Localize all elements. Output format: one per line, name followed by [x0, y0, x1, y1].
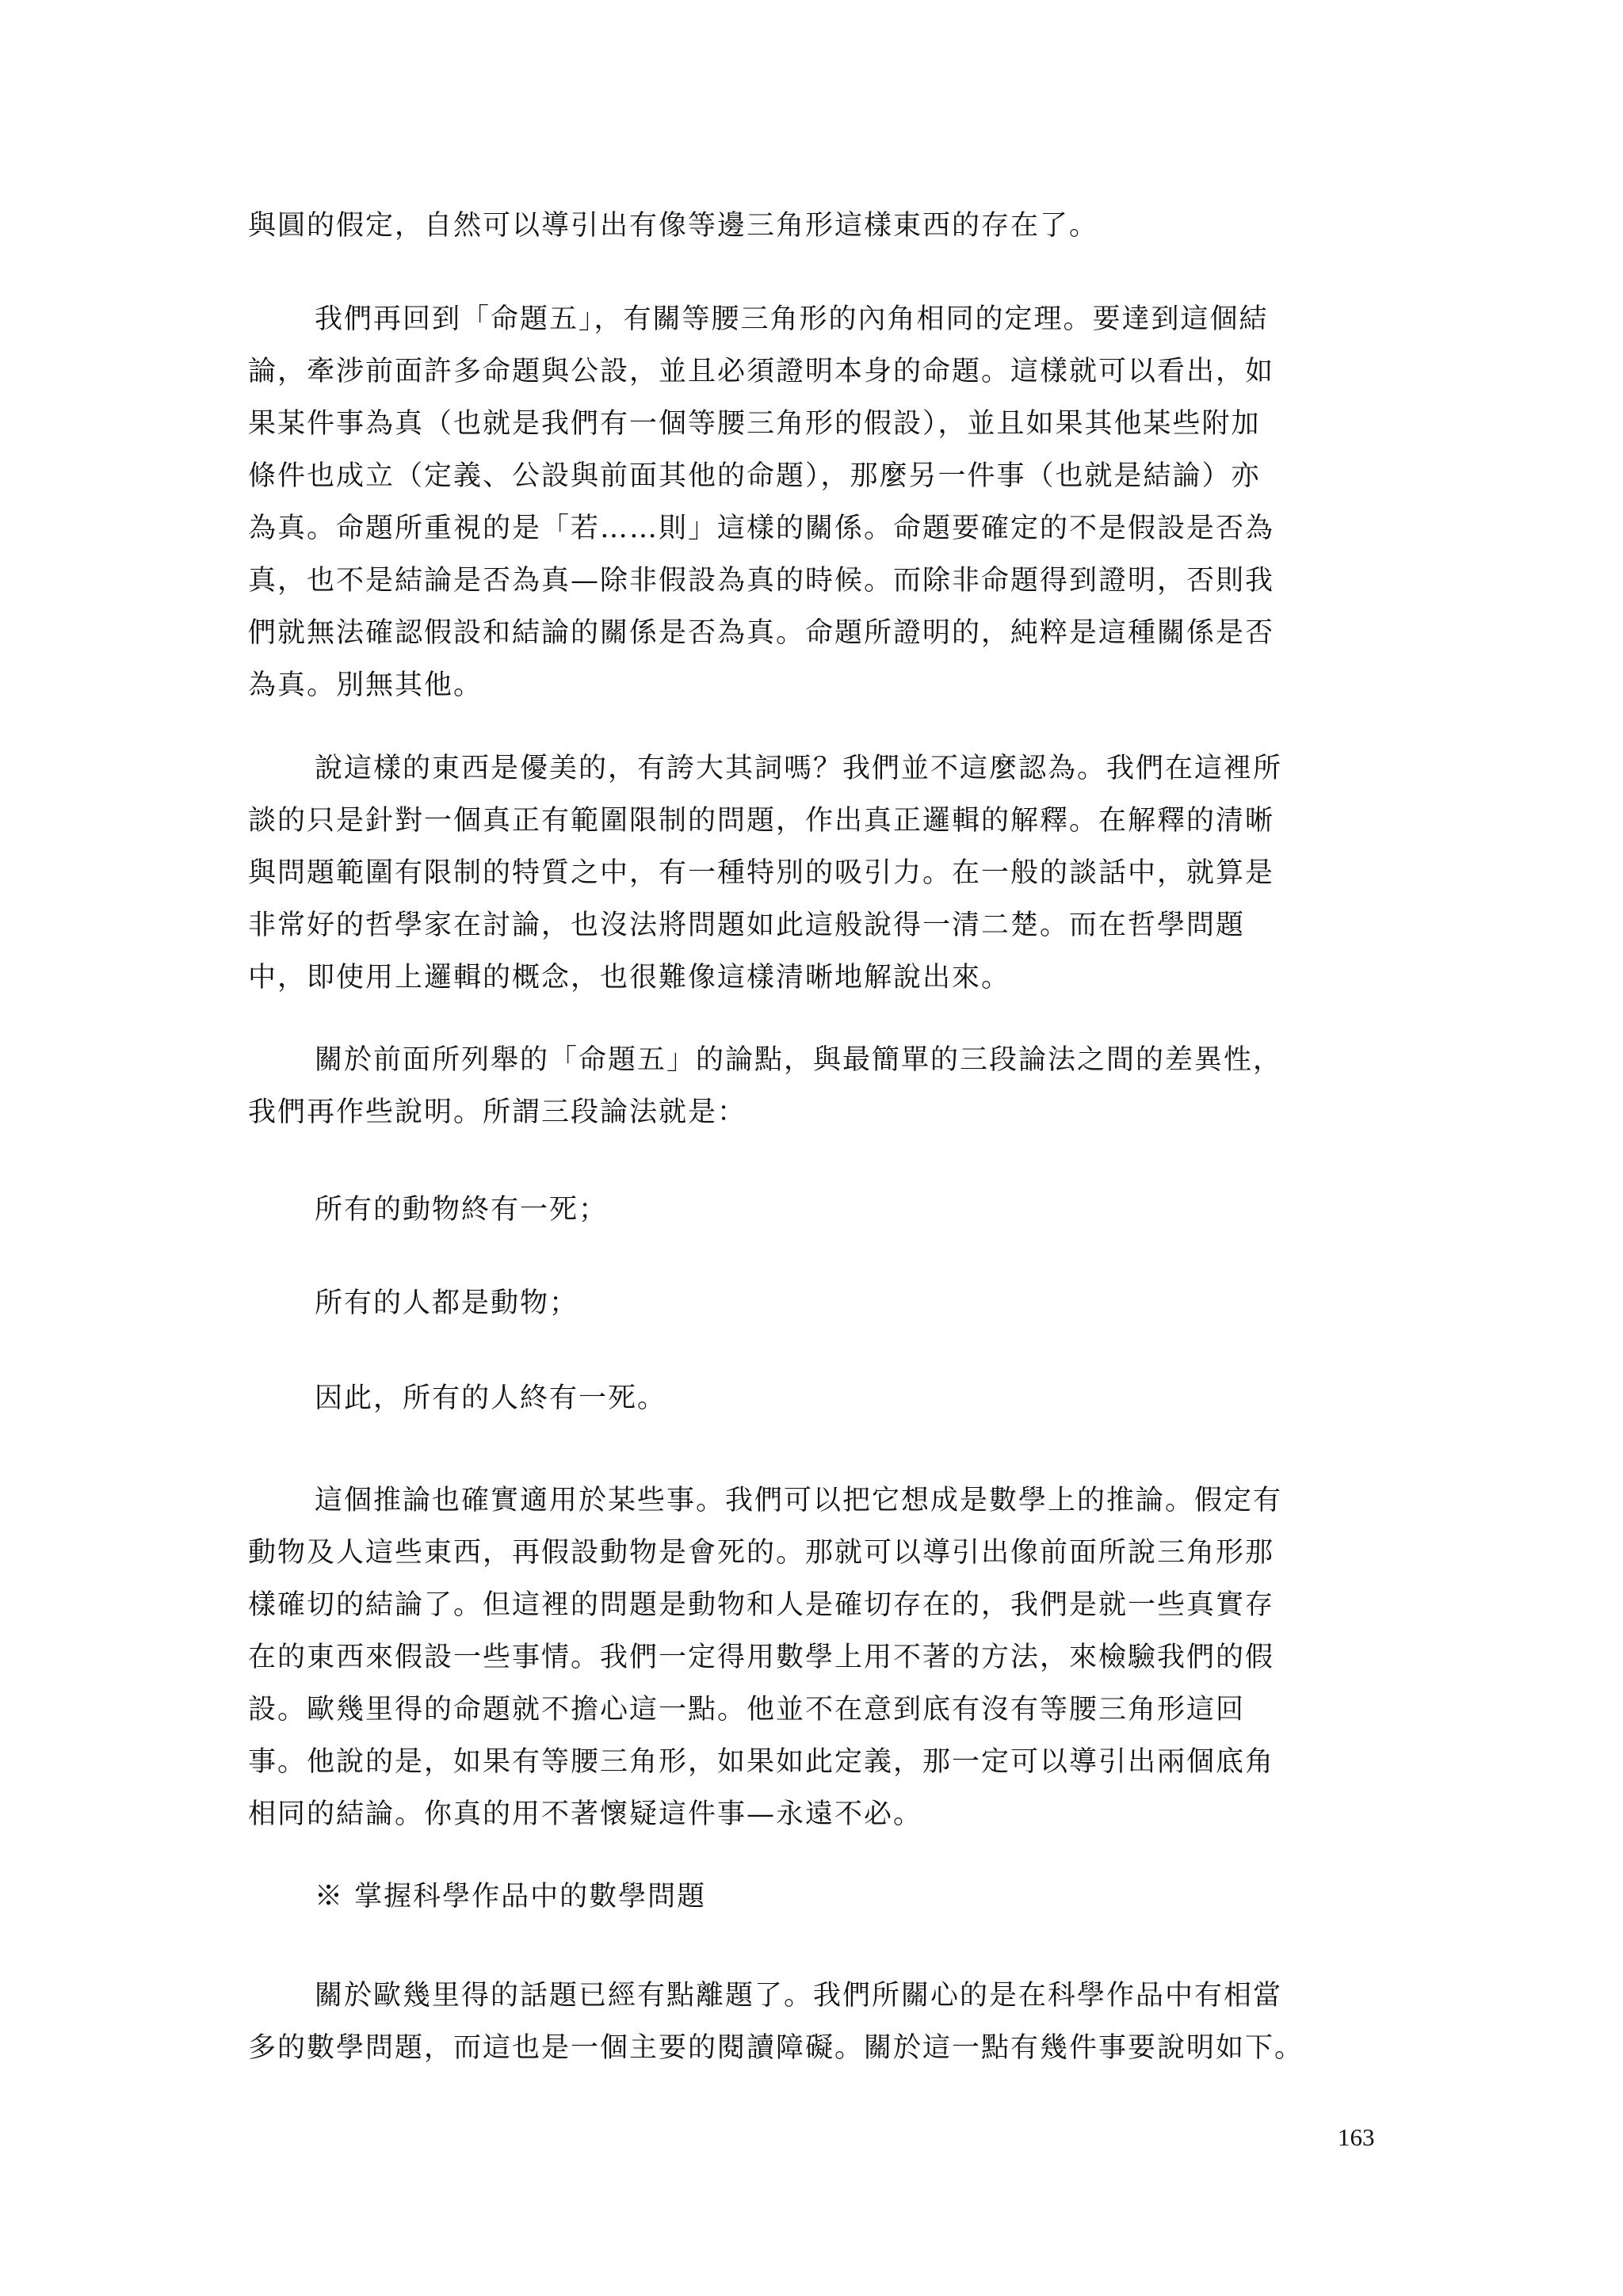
- text-line: 與問題範圍有限制的特質之中，有一種特別的吸引力。在一般的談話中，就算是: [248, 857, 1275, 889]
- text-line: 關於前面所列舉的「命題五」的論點，與最簡單的三段論法之間的差異性，: [315, 1044, 1283, 1076]
- text-line: 非常好的哲學家在討論，也沒法將問題如此這般說得一清二楚。而在哲學問題: [248, 910, 1246, 941]
- text-line: 條件也成立（定義、公設與前面其他的命題），那麼另一件事（也就是結論）亦: [248, 460, 1261, 492]
- text-line: 與圓的假定，自然可以導引出有像等邊三角形這樣東西的存在了。: [248, 210, 1099, 242]
- text-line: 我們再作些說明。所謂三段論法就是：: [248, 1097, 747, 1128]
- paragraph-continuation: [248, 200, 1383, 252]
- heading-text: ※ 掌握科學作品中的數學問題: [315, 1881, 707, 1913]
- text-line: 樣確切的結論了。但這裡的問題是動物和人是確切存在的，我們是就一些真實存: [248, 1589, 1275, 1621]
- text-line: 在的東西來假設一些事情。我們一定得用數學上用不著的方法，來檢驗我們的假: [248, 1642, 1275, 1673]
- paragraph-inference: [248, 1474, 1383, 1840]
- paragraph-math-problems: [248, 1970, 1383, 2074]
- page-number: 163: [1338, 2123, 1375, 2151]
- text-line: 事。他說的是，如果有等腰三角形，如果如此定義，那一定可以導引出兩個底角: [248, 1746, 1275, 1778]
- text-line: 論，牽涉前面許多命題與公設，並且必須證明本身的命題。這樣就可以看出，如: [248, 356, 1275, 387]
- text-line: 們就無法確認假設和結論的關係是否為真。命題所證明的，純粹是這種關係是否: [248, 617, 1275, 649]
- text-line: 談的只是針對一個真正有範圍限制的問題，作出真正邏輯的解釋。在解釋的清晰: [248, 805, 1275, 837]
- text-line: 多的數學問題，而這也是一個主要的閱讀障礙。關於這一點有幾件事要說明如下。: [248, 2032, 1304, 2064]
- text-line: 中，即使用上邏輯的概念，也很難像這樣清晰地解說出來。: [248, 962, 1011, 994]
- text-line: 關於歐幾里得的話題已經有點離題了。我們所關心的是在科學作品中有相當: [315, 1980, 1283, 2012]
- text-line: 果某件事為真（也就是我們有一個等腰三角形的假設），並且如果其他某些附加: [248, 408, 1261, 440]
- paragraph-proposition-five: [248, 293, 1383, 711]
- text-line: 所有的人都是動物；: [315, 1287, 579, 1319]
- text-line: 所有的動物終有一死；: [315, 1194, 609, 1226]
- section-heading: [248, 1871, 1383, 1923]
- text-line: 真，也不是結論是否為真—除非假設為真的時候。而除非命題得到證明，否則我: [248, 565, 1275, 597]
- paragraph-syllogism-intro: [248, 1034, 1383, 1138]
- text-line: 我們再回到「命題五」，有關等腰三角形的內角相同的定理。要達到這個結: [315, 303, 1269, 335]
- text-line: 這個推論也確實適用於某些事。我們可以把它想成是數學上的推論。假定有: [315, 1485, 1283, 1516]
- text-line: 設。歐幾里得的命題就不擔心這一點。他並不在意到底有沒有等腰三角形這回: [248, 1694, 1246, 1726]
- text-line: 說這樣的東西是優美的，有誇大其詞嗎？我們並不這麼認為。我們在這裡所: [315, 753, 1283, 784]
- syllogism-premise-one: [248, 1184, 1383, 1236]
- text-line: 為真。命題所重視的是「若……則」這樣的關係。命題要確定的不是假設是否為: [248, 513, 1275, 544]
- text-line: 動物及人這些東西，再假設動物是會死的。那就可以導引出像前面所說三角形那: [248, 1537, 1275, 1569]
- text-line: 因此，所有的人終有一死。: [315, 1383, 667, 1414]
- text-line: 為真。別無其他。: [248, 669, 483, 701]
- paragraph-elegance: [248, 742, 1383, 1004]
- syllogism-premise-two: [248, 1277, 1383, 1329]
- text-line: 相同的結論。你真的用不著懷疑這件事—永遠不必。: [248, 1798, 923, 1830]
- syllogism-conclusion: [248, 1372, 1383, 1425]
